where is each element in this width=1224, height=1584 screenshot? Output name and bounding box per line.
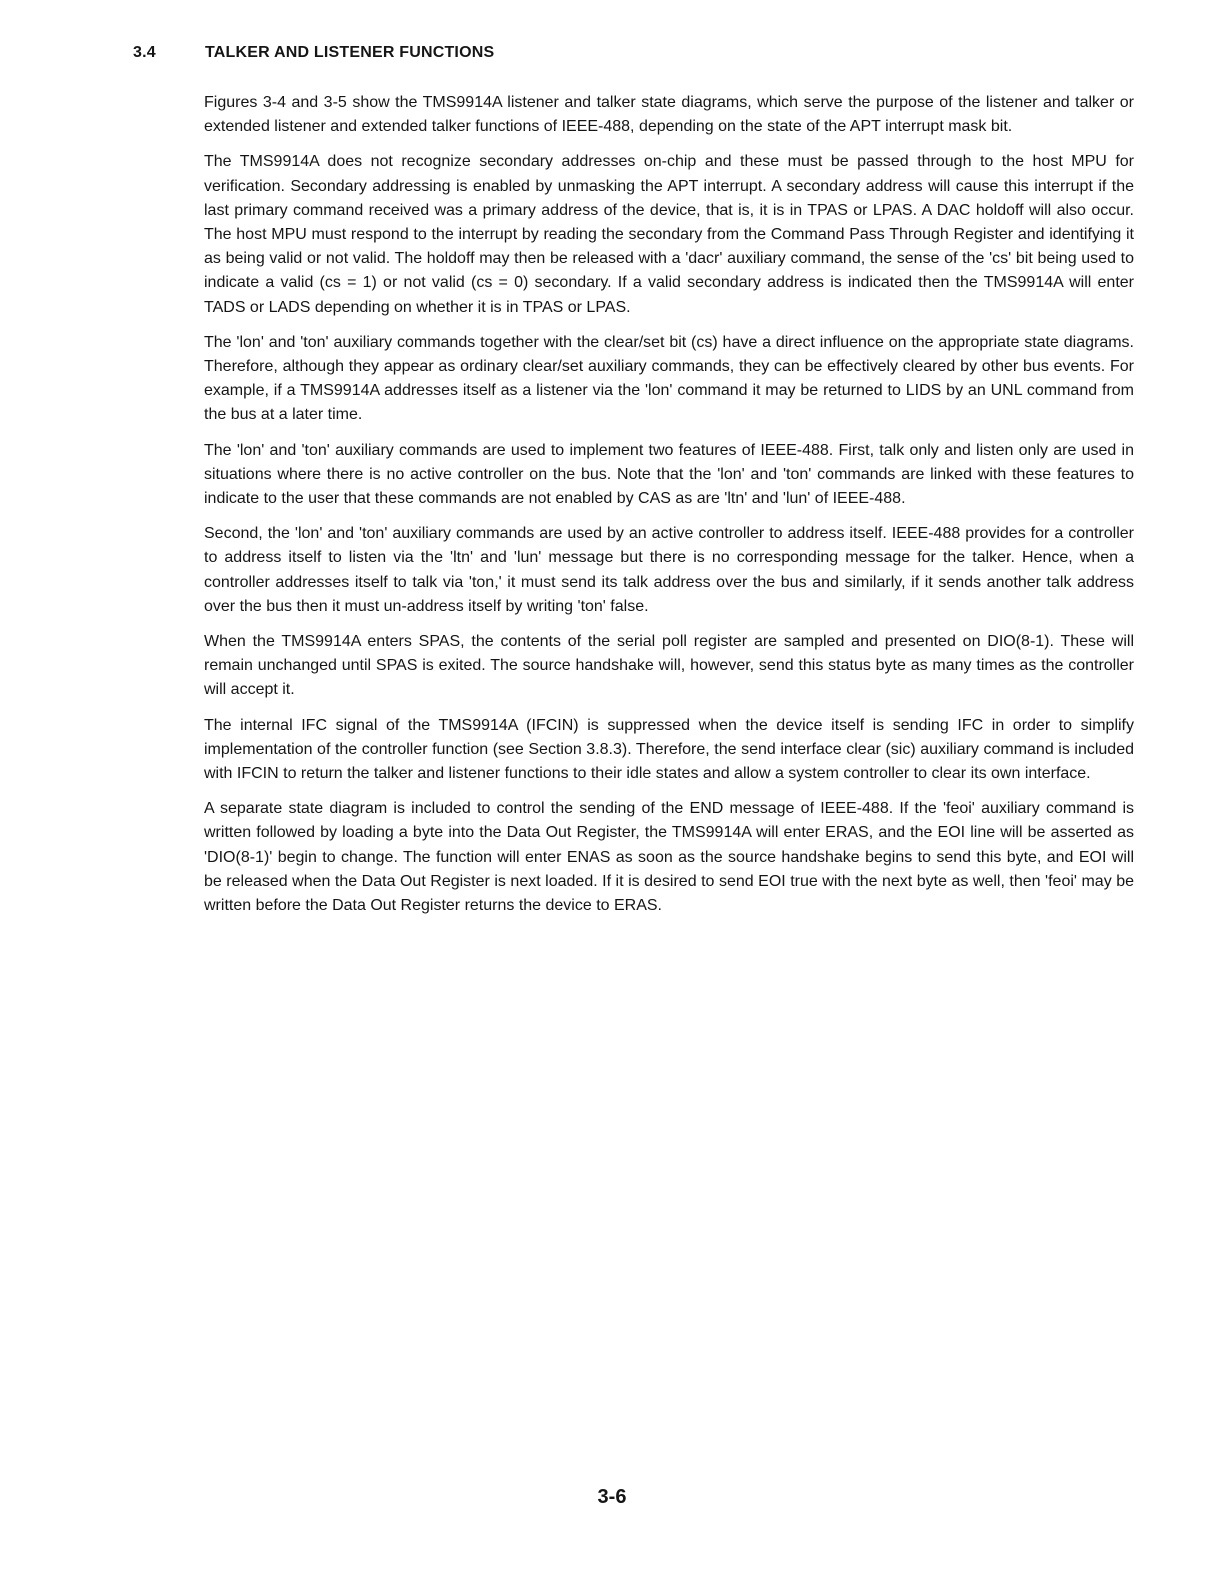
section-header	[133, 44, 1033, 66]
paragraph-secondary-addresses: The TMS9914A does not recognize secondary addresses on-chip and these must be passed through to the host MPU for verification. Secondary addressing is enabled by unmasking the APT interrupt. A secondary address will cause this interrupt if the last primary command received was a primary address of the device, that is, it is in TPAS or LPAS. A DAC holdoff will also occur. The host MPU must respond to the interrupt by reading the secondary from the Command Pass Through Register and identifying it as being valid or not valid. The holdoff may then be released with a 'dacr' auxiliary command, the sense of the 'cs' bit being used to indicate a valid (cs = 1) or not valid (cs = 0) secondary. If a valid secondary address is indicated then the TMS9914A will enter TADS or LADS depending on whether it is in TPAS or LPAS.	[204, 153, 1134, 316]
paragraph-figures-overview: Figures 3-4 and 3-5 show the TMS9914A listener and talker state diagrams, which serve the purpose of the listener and talker or extended listener and extended talker functions of IEEE-488, depending on the state of the APT interrupt mask bit.	[204, 94, 1134, 136]
paragraph-serial-poll: When the TMS9914A enters SPAS, the contents of the serial poll register are sampled and presented on DIO(8-1). These will remain unchanged until SPAS is exited. The source handshake will, however, send this status byte as many times as the controller will accept it.	[204, 633, 1134, 699]
paragraph-end-message: A separate state diagram is included to control the sending of the END message of IEEE-488. If the 'feoi' auxiliary command is written followed by loading a byte into the Data Out Register, the TMS9914A will enter ERAS, and the EOI line will be asserted as 'DIO(8-1)' begin to change. The function will enter ENAS as soon as the source handshake begins to send this byte, and EOI will be released when the Data Out Register is next loaded. If it is desired to send EOI true with the next byte as well, then 'feoi' may be written before the Data Out Register returns the device to ERAS.	[204, 800, 1134, 915]
body-text	[204, 91, 1134, 929]
paragraph-controller-self-address: Second, the 'lon' and 'ton' auxiliary commands are used by an active controller to address itself. IEEE-488 provides for a controller to address itself to listen via the 'ltn' and 'lun' message but there is no corresponding message for the talker. Hence, when a controller addresses itself to talk via 'ton,' it must send its talk address over the bus and similarly, if it sends another talk address over the bus then it must un-address itself by writing 'ton' false.	[204, 525, 1134, 615]
page-number: 3-6	[597, 1486, 627, 1508]
section-title: TALKER AND LISTENER FUNCTIONS	[205, 44, 495, 61]
paragraph-ifc-signal: The internal IFC signal of the TMS9914A (IFCIN) is suppressed when the device itself is sending IFC in order to simplify implementation of the controller function (see Section 3.8.3). Therefore, the send interface clear (sic) auxiliary command is included with IFCIN to return the talker and listener functions to their idle states and allow a system controller to clear its own interface.	[204, 716, 1134, 783]
paragraph-talk-listen-only: The 'lon' and 'ton' auxiliary commands are used to implement two features of IEEE-488. First, talk only and listen only are used in situations where there is no active controller on the bus. Note that the 'lon' and 'ton' commands are linked with these features to indicate to the user that these commands are not enabled by CAS as are 'ltn' and 'lun' of IEEE-488.	[204, 441, 1134, 508]
paragraph-lon-ton-state: The 'lon' and 'ton' auxiliary commands together with the clear/set bit (cs) have a direct influence on the appropriate state diagrams. Therefore, although they appear as ordinary clear/set auxiliary commands, they can be effectively cleared by other bus events. For example, if a TMS9914A addresses itself as a listener via the 'lon' command it may be returned to LIDS by an UNL command from the bus at a later time.	[204, 333, 1134, 424]
section-number: 3.4	[133, 44, 156, 61]
